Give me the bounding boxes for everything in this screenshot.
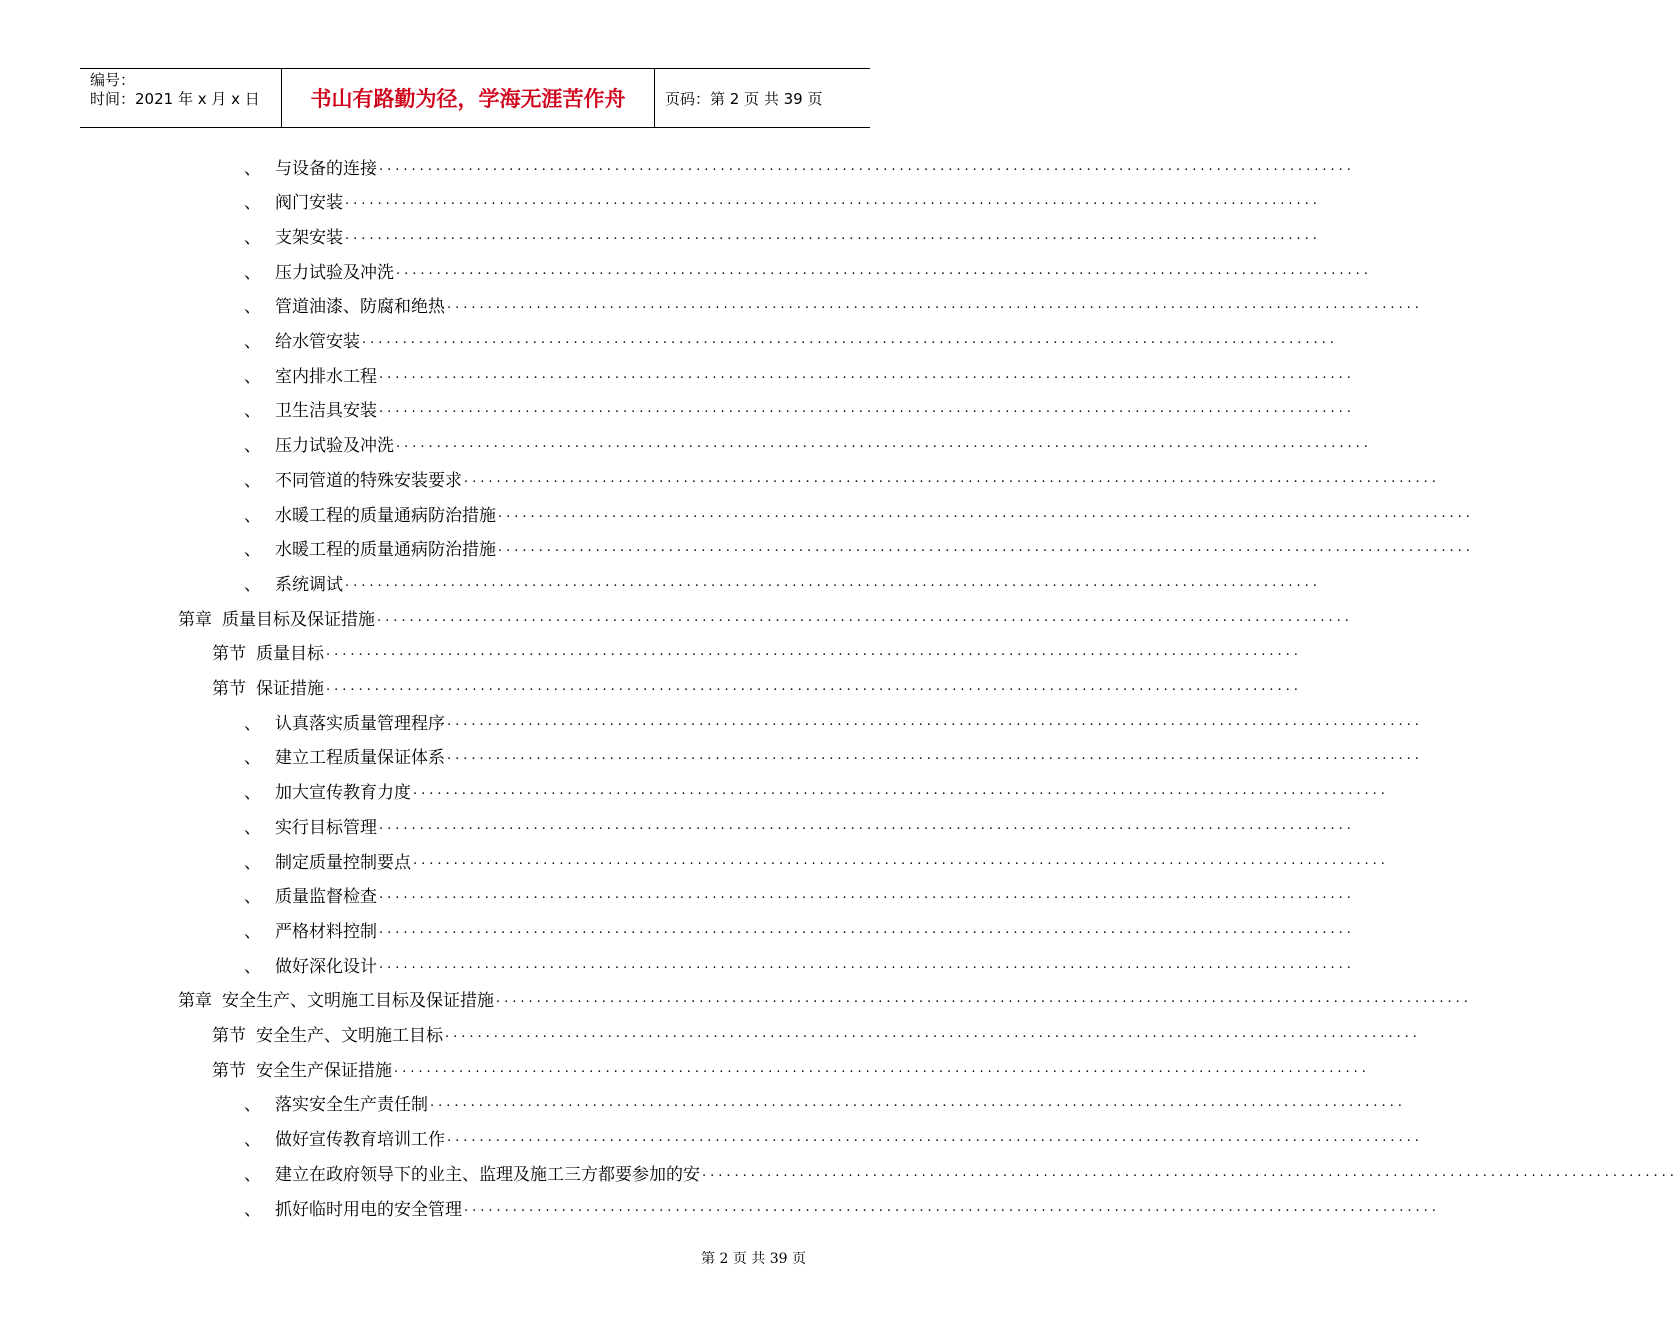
toc-entry-title: 抓好临时用电的安全管理 [275, 1199, 462, 1220]
header-meta [80, 69, 282, 127]
toc-leader-dots: ........................................................................................................................ [430, 1095, 1406, 1111]
toc-entry[interactable] [244, 186, 1321, 216]
toc-entry-title: 质量监督检查 [275, 887, 377, 908]
toc-entry-title: 支架安装 [275, 227, 343, 248]
toc-entry-number: 、 [244, 887, 261, 908]
toc-entry-number: 、 [244, 505, 261, 526]
toc-leader-dots: ........................................................................................................................ [447, 713, 1423, 729]
toc-entry-number: 、 [244, 540, 261, 561]
toc-leader-dots: ........................................................................................................................ [496, 991, 1472, 1007]
toc-entry-title: 管道油漆、防腐和绝热 [275, 297, 445, 318]
toc-leader-dots: ........................................................................................................................ [498, 505, 1474, 521]
toc-leader-dots: ........................................................................................................................ [345, 574, 1321, 590]
toc-entry-number: 、 [244, 158, 261, 179]
toc-entry-number: 、 [244, 470, 261, 491]
toc-entry-title: 认真落实质量管理程序 [275, 713, 445, 734]
toc-entry-number: 、 [244, 436, 261, 457]
toc-entry[interactable] [244, 845, 1389, 875]
toc-entry-number: 第章 [178, 991, 212, 1012]
toc-entry[interactable] [212, 1019, 1421, 1049]
header-motto: 书山有路勤为径，学海无涯苦作舟 [282, 69, 655, 127]
document-number-label: 编号： [90, 71, 136, 89]
toc-leader-dots: ........................................................................................................................ [345, 227, 1321, 243]
toc-entry-number: 、 [244, 783, 261, 804]
toc-entry-title: 不同管道的特殊安装要求 [275, 470, 462, 491]
footer-page-number: 第 2 页 共 39 页 [701, 1251, 806, 1267]
toc-entry-title: 质量目标及保证措施 [222, 609, 375, 630]
toc-entry-number: 、 [244, 401, 261, 422]
toc-entry[interactable] [244, 880, 1355, 910]
toc-entry-title: 安全生产保证措施 [256, 1060, 392, 1081]
toc-entry[interactable] [244, 533, 1474, 563]
toc-entry-title: 建立工程质量保证体系 [275, 748, 445, 769]
toc-entry[interactable] [244, 220, 1321, 250]
toc-entry-number: 、 [244, 852, 261, 873]
toc-entry-title: 阀门安装 [275, 193, 343, 214]
toc-entry-number: 、 [244, 817, 261, 838]
toc-entry-number: 、 [244, 1130, 261, 1151]
toc-entry-title: 落实安全生产责任制 [275, 1095, 428, 1116]
toc-leader-dots: ........................................................................................................................ [447, 297, 1423, 313]
toc-entry[interactable] [244, 1192, 1440, 1222]
toc-entry-title: 卫生洁具安装 [275, 401, 377, 422]
toc-entry[interactable] [178, 602, 1353, 632]
toc-entry-title: 给水管安装 [275, 332, 360, 352]
toc-entry-title: 与设备的连接 [275, 158, 377, 179]
toc-entry-number: 、 [244, 956, 261, 977]
toc-leader-dots: ........................................................................................................................ [326, 644, 1302, 660]
toc-entry[interactable] [244, 290, 1423, 320]
toc-leader-dots: ........................................................................................................................ [445, 1026, 1421, 1041]
toc-entry[interactable] [244, 567, 1321, 597]
toc-entry-number: 第节 [212, 1060, 246, 1081]
toc-entry-number: 、 [244, 1199, 261, 1220]
toc-entry[interactable] [178, 984, 1472, 1014]
toc-leader-dots: ........................................................................................................................ [379, 158, 1355, 174]
toc-entry[interactable] [244, 810, 1355, 840]
toc-entry-number: 第节 [212, 644, 246, 665]
toc-entry[interactable] [244, 1157, 1678, 1187]
toc-entry-number: 第节 [212, 1026, 246, 1046]
toc-entry-number: 第章 [178, 609, 212, 630]
toc-entry[interactable] [244, 498, 1474, 528]
toc-entry[interactable] [244, 325, 1338, 355]
toc-leader-dots: ........................................................................................................................ [379, 817, 1355, 833]
toc-entry-title: 安全生产、文明施工目标及保证措施 [222, 991, 494, 1012]
toc-leader-dots: ........................................................................................................................ [447, 748, 1423, 764]
toc-leader-dots: ........................................................................................................................ [396, 436, 1372, 452]
toc-entry-number: 、 [244, 297, 261, 318]
toc-leader-dots: ........................................................................................................................ [447, 1130, 1423, 1146]
toc-entry-title: 安全生产、文明施工目标 [256, 1026, 443, 1046]
toc-entry-title: 保证措施 [256, 679, 324, 699]
toc-leader-dots: ........................................................................................................................ [498, 540, 1474, 556]
toc-entry-number: 、 [244, 748, 261, 769]
toc-leader-dots: ........................................................................................................................ [379, 887, 1355, 903]
toc-leader-dots: ........................................................................................................................ [464, 470, 1440, 486]
toc-entry-number: 、 [244, 193, 261, 214]
toc-leader-dots: ........................................................................................................................ [379, 956, 1355, 972]
toc-entry-title: 严格材料控制 [275, 921, 377, 942]
toc-entry-title: 室内排水工程 [275, 366, 377, 387]
header-page-number: 页码：第 2 页 共 39 页 [665, 89, 823, 108]
toc-leader-dots: ........................................................................................................................ [413, 783, 1389, 799]
toc-entry-title: 做好宣传教育培训工作 [275, 1130, 445, 1151]
toc-entry[interactable] [244, 1088, 1406, 1118]
toc-entry-number: 、 [244, 1164, 261, 1185]
toc-entry-title: 压力试验及冲洗 [275, 262, 394, 283]
toc-entry-title: 水暖工程的质量通病防治措施 [275, 540, 496, 561]
toc-entry[interactable] [244, 914, 1355, 944]
toc-entry-number: 、 [244, 262, 261, 283]
toc-entry[interactable] [244, 706, 1423, 736]
toc-leader-dots: ........................................................................................................................ [362, 332, 1338, 347]
toc-entry[interactable] [244, 151, 1355, 181]
toc-leader-dots: ........................................................................................................................ [464, 1199, 1440, 1215]
toc-entry[interactable] [212, 637, 1302, 667]
page-header [80, 68, 870, 128]
toc-entry[interactable] [244, 463, 1440, 493]
toc-leader-dots: ........................................................................................................................ [379, 401, 1355, 417]
toc-entry[interactable] [244, 429, 1372, 459]
toc-entry[interactable] [244, 1123, 1423, 1153]
toc-leader-dots: ........................................................................................................................ [379, 366, 1355, 382]
toc-entry-number: 第节 [212, 679, 246, 699]
toc-leader-dots: ........................................................................................................................ [326, 679, 1302, 694]
toc-entry-title: 水暖工程的质量通病防治措施 [275, 505, 496, 526]
toc-entry[interactable] [244, 359, 1355, 389]
toc-entry[interactable] [244, 741, 1423, 771]
toc-leader-dots: ........................................................................................................................ [394, 1060, 1370, 1076]
toc-entry-number: 、 [244, 713, 261, 734]
toc-leader-dots: ........................................................................................................................ [379, 921, 1355, 937]
toc-entry[interactable] [244, 394, 1355, 424]
toc-entry[interactable] [212, 672, 1302, 702]
toc-entry-number: 、 [244, 1095, 261, 1116]
toc-leader-dots: ........................................................................................................................ [702, 1164, 1678, 1180]
toc-entry[interactable] [244, 255, 1372, 285]
toc-entry-number: 、 [244, 574, 261, 595]
toc-entry-title: 加大宣传教育力度 [275, 783, 411, 804]
toc-entry-number: 、 [244, 227, 261, 248]
toc-entry-title: 实行目标管理 [275, 817, 377, 838]
toc-entry[interactable] [212, 1053, 1370, 1083]
toc-entry-title: 做好深化设计 [275, 956, 377, 977]
toc-entry-title: 系统调试 [275, 574, 343, 595]
toc-entry-number: 、 [244, 921, 261, 942]
toc-entry-title: 制定质量控制要点 [275, 852, 411, 873]
toc-leader-dots: ........................................................................................................................ [377, 609, 1353, 625]
toc-leader-dots: ........................................................................................................................ [396, 262, 1372, 278]
toc-entry-number: 、 [244, 366, 261, 387]
toc-leader-dots: ........................................................................................................................ [413, 852, 1389, 868]
toc-entry-title: 质量目标 [256, 644, 324, 665]
document-time-label: 时间：2021 年 x 月 x 日 [90, 90, 260, 108]
toc-entry-title: 建立在政府领导下的业主、监理及施工三方都要参加的安 [275, 1164, 700, 1185]
toc-entry-title: 压力试验及冲洗 [275, 436, 394, 457]
toc-entry-number: 、 [244, 332, 261, 352]
toc-entry[interactable] [244, 776, 1389, 806]
toc-entry[interactable] [244, 949, 1355, 979]
toc-leader-dots: ........................................................................................................................ [345, 193, 1321, 209]
